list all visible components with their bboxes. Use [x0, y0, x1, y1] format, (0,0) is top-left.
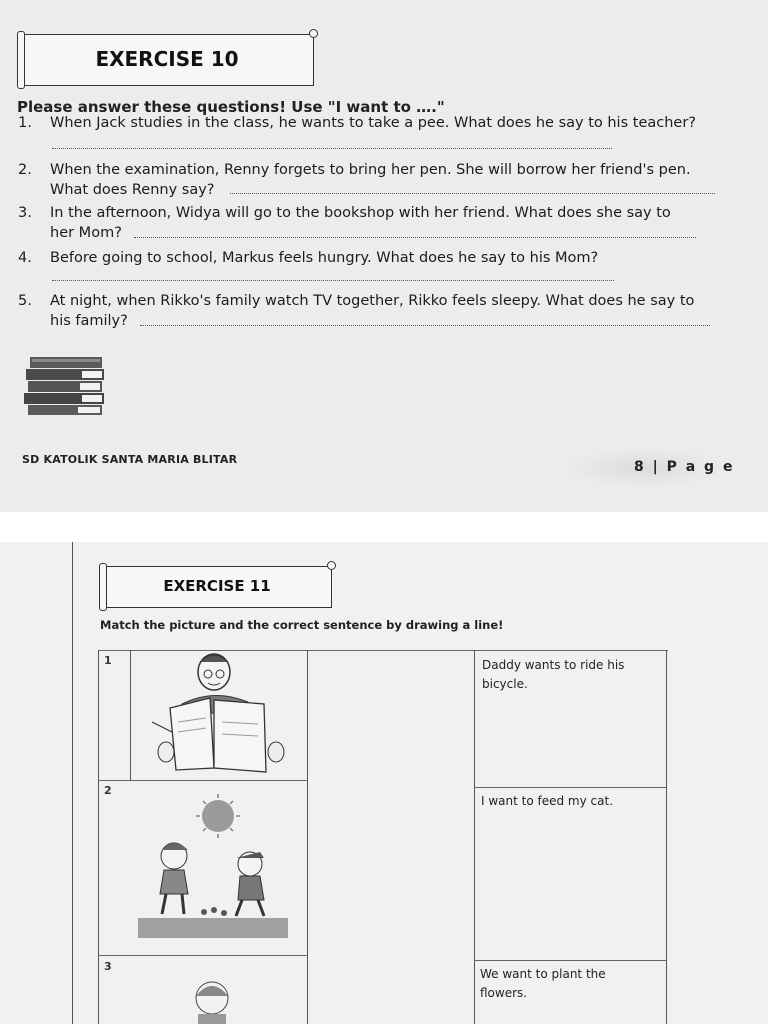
- question-number: 3.: [18, 205, 32, 221]
- sentence-c: [480, 965, 606, 1003]
- picture-row-divider-1: [130, 780, 307, 781]
- table-right-border: [666, 650, 667, 1024]
- sentence-text-cont: bicycle.: [482, 677, 528, 691]
- answer-line-5[interactable]: [140, 325, 710, 326]
- question-text-cont: What does Renny say?: [50, 182, 215, 198]
- row-number-1: 1: [104, 654, 112, 667]
- child-picture: [188, 974, 238, 1024]
- answer-line-3[interactable]: [134, 237, 696, 238]
- row-number-2: 2: [104, 784, 112, 797]
- picture-row-divider-2: [98, 955, 307, 956]
- worksheet-page-9: [0, 542, 768, 1024]
- question-number: 1.: [18, 115, 32, 131]
- page-gap: [0, 512, 768, 542]
- question-text: Before going to school, Markus feels hungry. What does he say to his Mom?: [50, 250, 599, 266]
- exercise-11-banner: [102, 566, 332, 608]
- page-number: 8 | P a g e: [634, 459, 735, 475]
- question-text-cont: her Mom?: [50, 225, 122, 241]
- answer-line-1[interactable]: [52, 148, 612, 149]
- exercise-11-instruction: Match the picture and the correct sentence by drawing a line!: [100, 618, 504, 632]
- question-text: In the afternoon, Widya will go to the bookshop with her friend. What does she say to: [50, 205, 671, 221]
- question-2: [18, 160, 691, 200]
- scroll-curl-right: [327, 561, 336, 570]
- question-text: When Jack studies in the class, he wants to take a pee. What does he say to his teacher?: [50, 115, 696, 131]
- school-name: SD KATOLIK SANTA MARIA BLITAR: [22, 453, 238, 466]
- picture-column-border: [307, 650, 308, 1024]
- sentence-text-cont: flowers.: [480, 986, 528, 1000]
- sentence-b: [481, 792, 613, 811]
- question-1: [18, 113, 696, 133]
- sentence-a: [482, 656, 624, 694]
- question-4: [18, 248, 598, 268]
- answer-line-4[interactable]: [52, 280, 614, 281]
- row-number-3: 3: [104, 960, 112, 973]
- picture-row-divider-1b: [98, 780, 130, 781]
- question-number: 5.: [18, 293, 32, 309]
- exercise-11-title: EXERCISE 11: [163, 577, 271, 595]
- page-margin-line: [72, 542, 73, 1024]
- exercise-10-banner: [20, 34, 314, 86]
- question-text: When the examination, Renny forgets to bring her pen. She will borrow her friend's pen.: [50, 162, 691, 178]
- question-number: 2.: [18, 162, 32, 178]
- question-number: 4.: [18, 250, 32, 266]
- sentence-row-divider-2: [474, 960, 666, 961]
- man-reading-newspaper-picture: [148, 652, 294, 776]
- table-top-line: [98, 650, 668, 651]
- table-left-border: [98, 650, 99, 1024]
- scroll-curl-right: [309, 29, 318, 38]
- stack-of-books-icon: [22, 355, 110, 417]
- question-text-cont: his family?: [50, 313, 128, 329]
- exercise-10-title: EXERCISE 10: [95, 47, 239, 71]
- sentence-text: We want to plant the: [480, 967, 606, 981]
- sentence-text: I want to feed my cat.: [481, 794, 614, 808]
- answer-line-2[interactable]: [230, 193, 715, 194]
- sentence-text: Daddy wants to ride his: [482, 658, 625, 672]
- exercise-10-instruction: Please answer these questions! Use "I want to ….": [17, 98, 445, 116]
- kids-planting-flowers-picture: [138, 792, 294, 942]
- sentence-row-divider-1: [474, 787, 666, 788]
- question-text: At night, when Rikko's family watch TV together, Rikko feels sleepy. What does he say to: [50, 293, 695, 309]
- number-column-border: [130, 650, 131, 780]
- sentence-column-left-border: [474, 650, 475, 1024]
